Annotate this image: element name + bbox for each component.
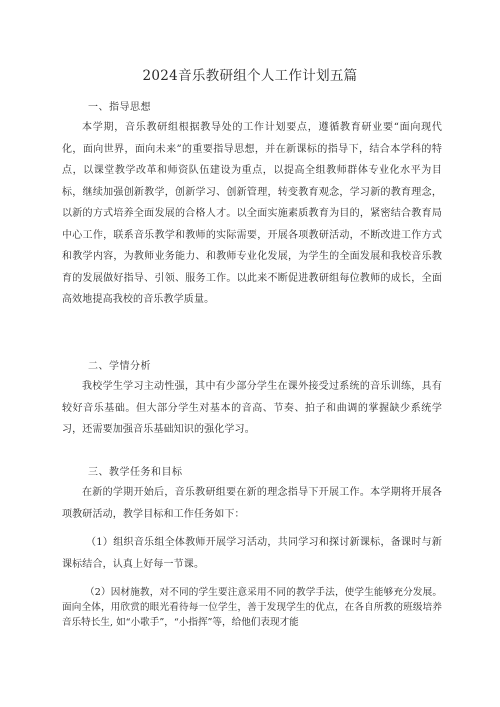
- paragraph-student-analysis: 我校学生学习主动性强，其中有少部分学生在课外接受过系统的音乐训练，具有较好音乐基础。但大部分学生对基本的音高、节奏、拍子和曲调的掌握缺少系统学习，还需要加强音乐基础知识的强化学习。: [62, 381, 442, 435]
- paragraph-guiding-ideology: 本学期，音乐教研组根据教导处的工作计划要点，遵循教育研业要“面向现代化，面向世界，面向未来”的重要指导思想，并在新课标的指导下，结合本学科的特点，以课堂教学改革和师资队伍建设为重点，以提高全组教师群体专业化水平为目标，继续加强创新教学，创新学习、创新管理，转变教育观念，学习新的教育理念，以新的方式培养全面发展的合格人才。以全面实施素质教育为目的，紧密结合教育局中心工作，联系音乐教学和教师的实际需要，开展各项教研活动，不断改进工作方式和教学内容，为教师业务能力、和教师专业化发展，为学生的全面发展和我校音乐教育的发展做好指导、引领、服务工作。以此来不断促进教研组每位教师的成长，全面高效地提高我校的音乐教学质量。: [62, 122, 442, 305]
- paragraph-tasks-intro: 在新的学期开始后，音乐教研组要在新的理念指导下开展工作。本学期将开展各项教研活动，教学目标和工作任务如下：: [62, 487, 442, 520]
- paragraph-task-item-1: （1）组织音乐组全体教师开展学习活动，共同学习和探讨新课标，备课时与新课标结合，认真上好每一节课。: [62, 537, 442, 570]
- paragraph-task-item-2: （2）因材施教，对不同的学生要注意采用不同的教学手法，使学生能够充分发展。面向全体，用欣赏的眼光看待每一位学生，善于发现学生的优点，在各自所教的班级培养音乐特长生, 如“小歌手”，“小指挥”等，给他们表现才能: [62, 587, 442, 628]
- section-heading-tasks-and-goals: 三、教学任务和目标: [88, 467, 183, 478]
- document-title: 2024音乐教研组个人工作计划五篇: [142, 68, 358, 84]
- section-heading-student-analysis: 二、学情分析: [88, 361, 151, 372]
- section-heading-guiding-ideology: 一、指导思想: [88, 102, 151, 113]
